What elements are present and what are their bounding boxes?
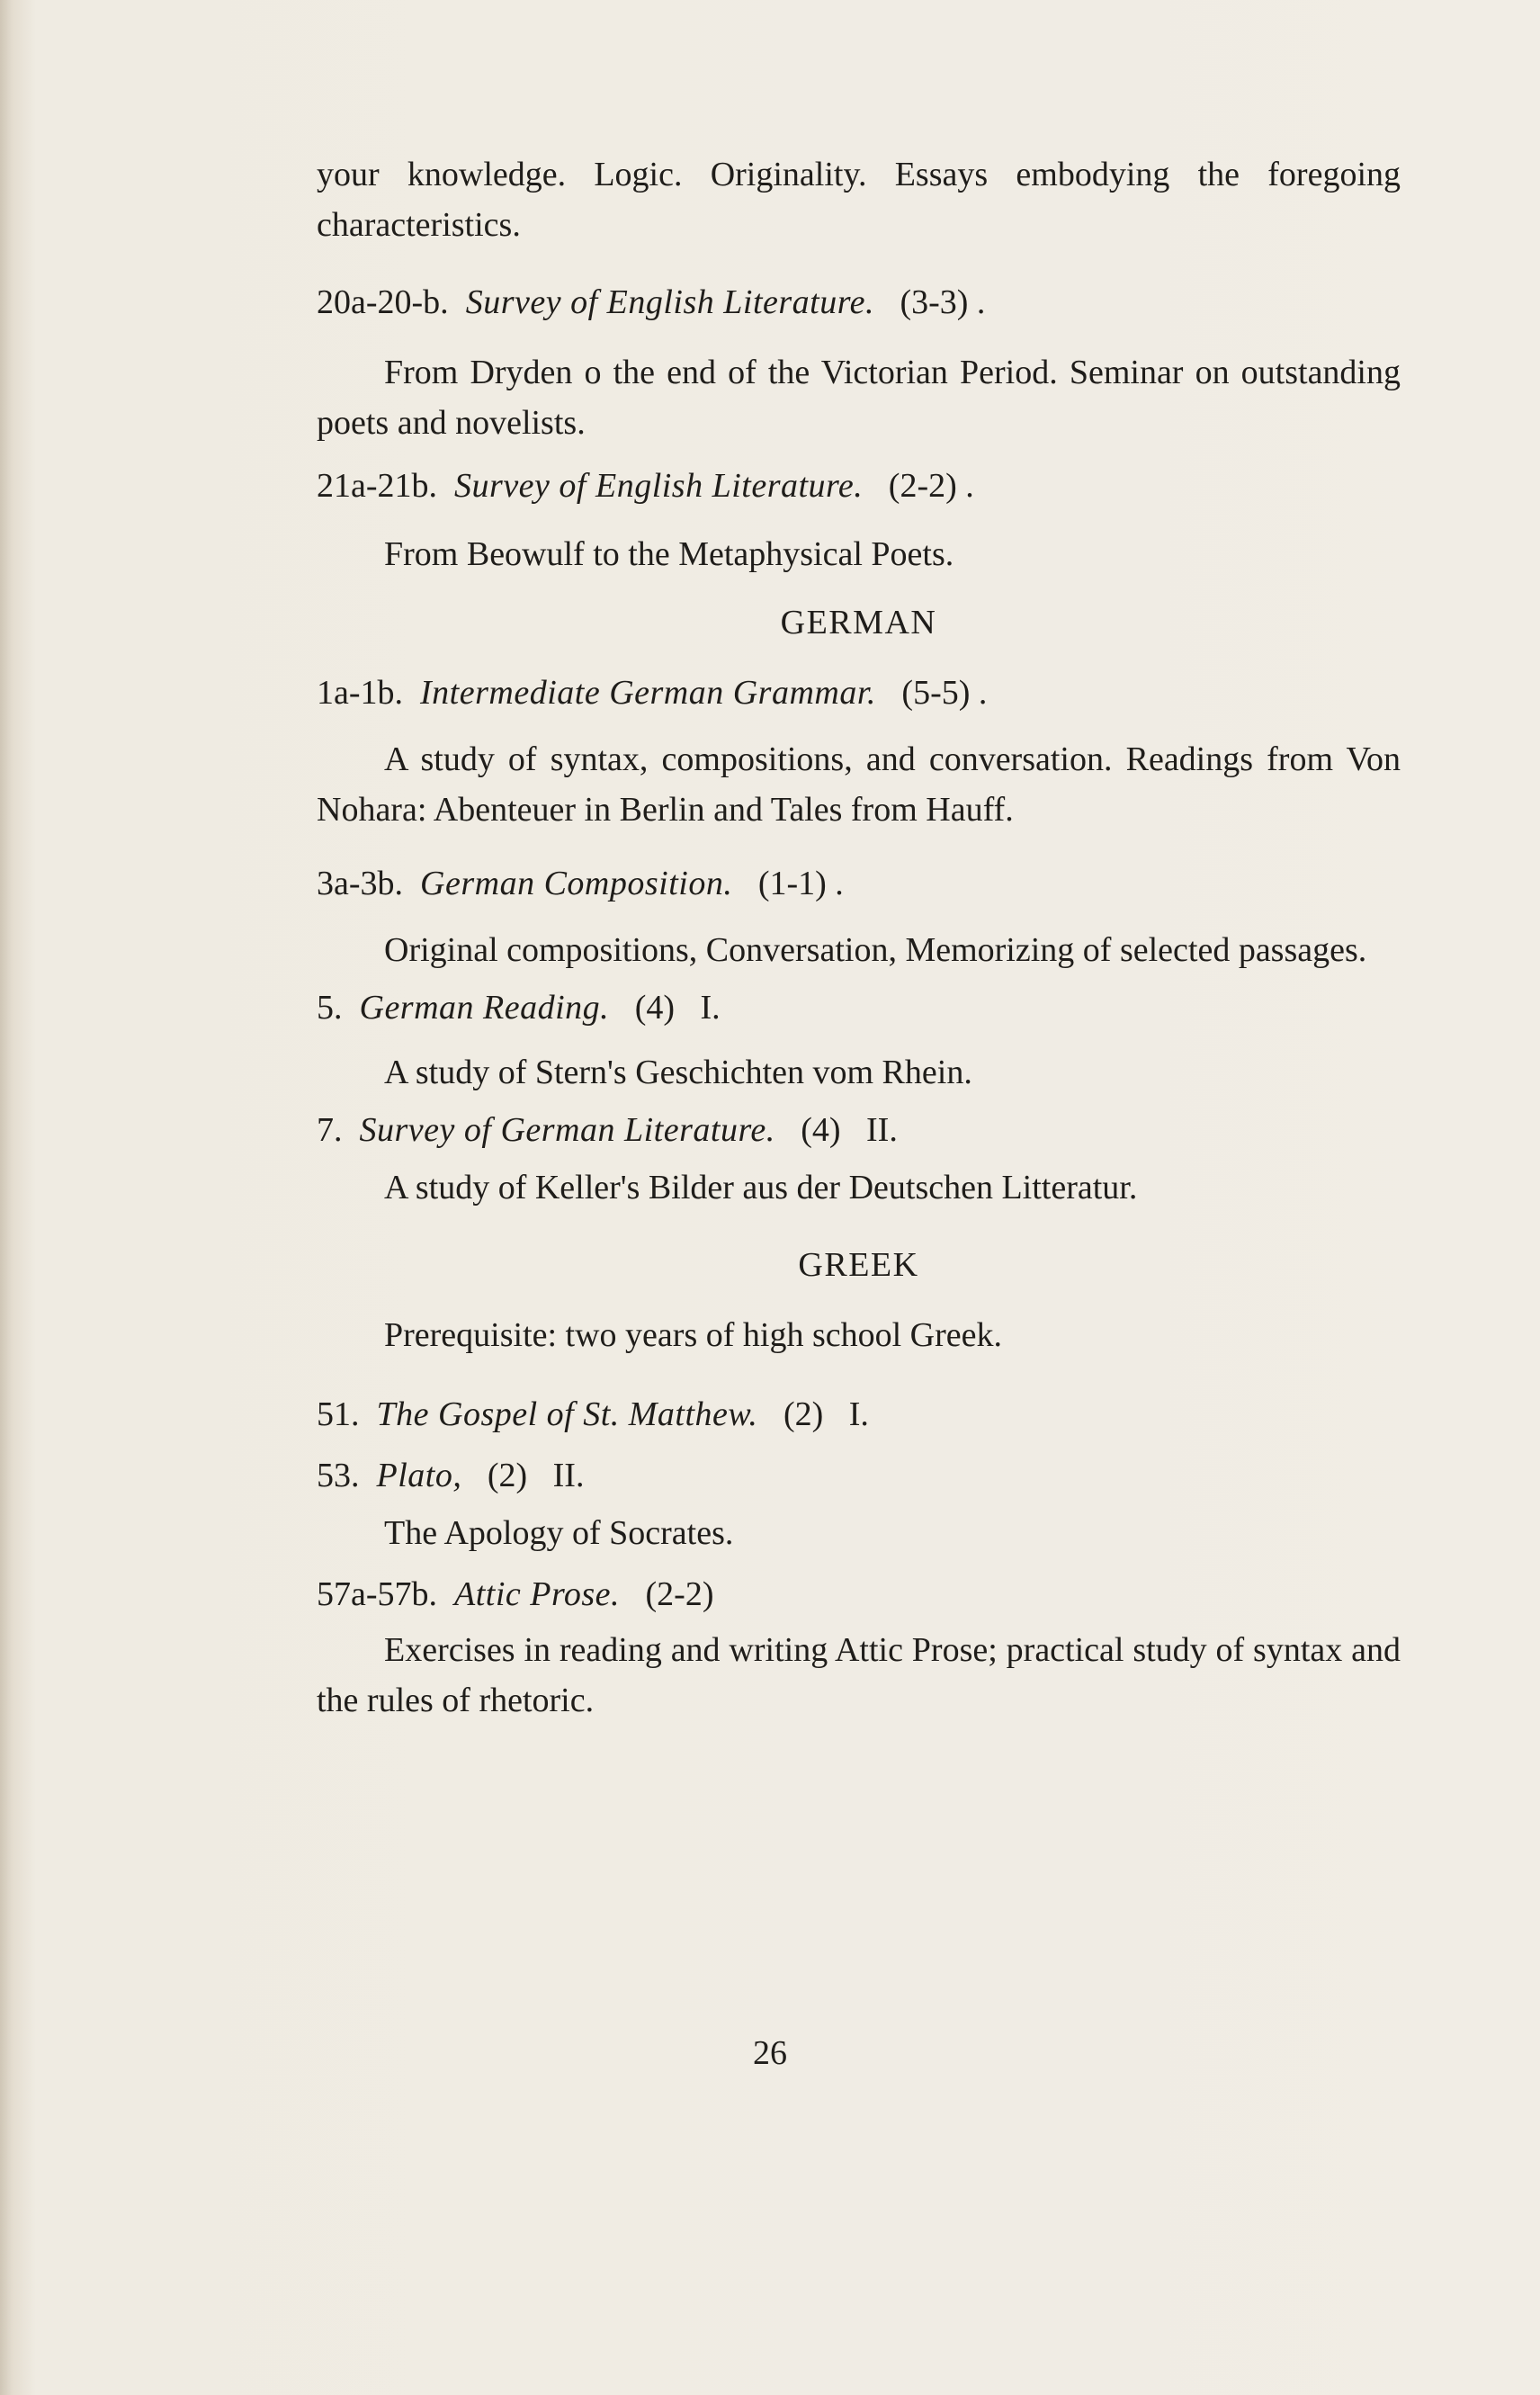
course-entry: [317, 1105, 1401, 1155]
course-entry: [317, 277, 1401, 327]
course-description: Original compositions, Conversation, Memorizing of selected passages.: [384, 931, 1367, 969]
course-entry: [317, 668, 1401, 718]
course-title: The Gospel of St. Matthew.: [376, 1395, 758, 1433]
course-credit: (2-2) .: [888, 467, 974, 505]
course-term: II.: [552, 1457, 585, 1494]
page-body: [317, 149, 1401, 1726]
course-term: II.: [866, 1111, 898, 1149]
course-entry: [317, 982, 1401, 1033]
course-entry: [317, 461, 1401, 511]
course-title: Survey of German Literature.: [359, 1111, 775, 1149]
course-description: The Apology of Socrates.: [384, 1514, 734, 1552]
course-credit: (2-2): [645, 1575, 714, 1613]
course-description: Exercises in reading and writing Attic Prose; practical study of syntax and the rules of rhetoric.: [317, 1631, 1401, 1719]
course-entry: [317, 1389, 1401, 1440]
page-number: 26: [753, 2034, 787, 2072]
course-entry: [317, 858, 1401, 909]
course-entry: [317, 1450, 1401, 1501]
course-description: From Beowulf to the Metaphysical Poets.: [384, 535, 954, 573]
section-heading-greek: GREEK: [798, 1246, 919, 1284]
course-number: 57a-57b.: [317, 1575, 438, 1613]
course-title: Intermediate German Grammar.: [420, 674, 876, 712]
course-credit: (5-5) .: [901, 674, 988, 712]
course-credit: (2): [783, 1395, 824, 1433]
course-term: I.: [848, 1395, 869, 1433]
course-credit: (3-3) .: [900, 283, 986, 321]
greek-prerequisite: Prerequisite: two years of high school Greek.: [384, 1316, 1002, 1354]
course-number: 21a-21b.: [317, 467, 438, 505]
course-title: Survey of English Literature.: [465, 283, 874, 321]
course-number: 20a-20-b.: [317, 283, 449, 321]
course-number: 1a-1b.: [317, 674, 404, 712]
course-credit: (2): [487, 1457, 528, 1494]
course-title: Attic Prose.: [454, 1575, 621, 1613]
intro-paragraph: your knowledge. Logic. Originality. Essays embodying the foregoing characteristics.: [317, 156, 1401, 244]
course-credit: (4): [801, 1111, 841, 1149]
section-heading-german: GERMAN: [780, 604, 937, 641]
course-description: A study of Keller's Bilder aus der Deutschen Litteratur.: [384, 1169, 1138, 1206]
course-number: 7.: [317, 1111, 343, 1149]
course-number: 5.: [317, 989, 343, 1027]
course-term: I.: [700, 989, 721, 1027]
course-entry: [317, 1569, 1401, 1619]
course-title: Plato,: [376, 1457, 462, 1494]
course-credit: (1-1) .: [757, 865, 844, 902]
course-description: A study of Stern's Geschichten vom Rhein.: [384, 1054, 972, 1091]
course-credit: (4): [634, 989, 675, 1027]
course-title: Survey of English Literature.: [454, 467, 864, 505]
course-title: German Composition.: [420, 865, 733, 902]
course-description: A study of syntax, compositions, and conversation. Readings from Von Nohara: Abenteuer in Berlin and Tales from Hauff.: [317, 740, 1401, 829]
course-number: 51.: [317, 1395, 360, 1433]
course-title: German Reading.: [359, 989, 610, 1027]
course-description: From Dryden o the end of the Victorian Period. Seminar on outstanding poets and novelists.: [317, 354, 1401, 442]
course-number: 53.: [317, 1457, 360, 1494]
course-number: 3a-3b.: [317, 865, 404, 902]
